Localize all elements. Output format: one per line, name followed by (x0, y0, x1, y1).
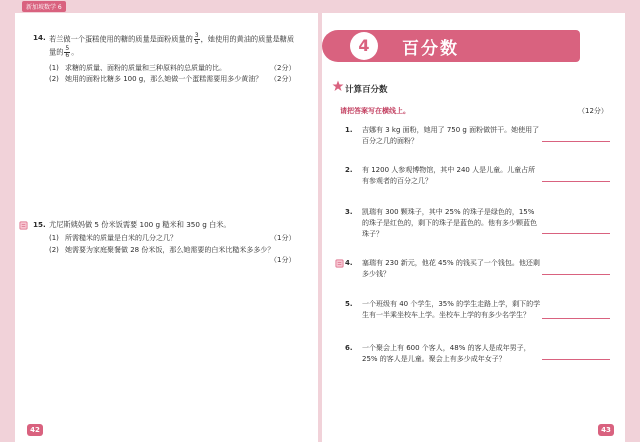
sub-question-2: (2) 她用的面粉比糖多 100 g，那么她做一个蛋糕需要用多少黄油？ (49, 75, 263, 83)
question-text: 尤尼斯姨妈做 5 份米饭需要 100 g 糙米和 350 g 白米。 (49, 220, 231, 229)
sub-question-1: (1) 求糖的质量、面粉的质量和三种原料的总质量的比。 (49, 64, 226, 72)
question-text: 若兰做一个蛋糕使用的糖的质量是面粉质量的 $\frac{3}{5}$ ，她使用的黄油的质量是糖质 量的 $\frac{5}{6}$ 。 (49, 32, 295, 59)
answer-line-1[interactable] (542, 141, 610, 142)
sub-question-1: (1) 所需糙米的质量是白米的几分之几？ (49, 234, 177, 242)
answer-line-3[interactable] (542, 233, 610, 234)
chapter-number: 4 (350, 32, 378, 60)
answer-line-5[interactable] (542, 318, 610, 319)
pencil-tag-icon (335, 259, 344, 268)
points-label: （2分） (270, 64, 296, 72)
points-label: （2分） (270, 75, 296, 83)
pencil-tag-icon (19, 221, 28, 230)
chapter-title: 百分数 (402, 39, 459, 59)
question-14 (33, 32, 303, 59)
question-number: 15. (33, 220, 46, 229)
question-15 (33, 220, 303, 232)
star-icon (332, 80, 344, 92)
points-label: （12分） (578, 107, 608, 115)
sub-question-2: (2) 她需要为家庭聚餐做 28 份米饭，那么她需要的白米比糙米多多少？ (49, 246, 275, 254)
points-label: （1分） (270, 234, 296, 242)
book-title: 新加坡数学 6 (22, 1, 66, 12)
instruction-text: 请把答案写在横线上。 (340, 107, 410, 115)
page-number-left: 42 (27, 424, 43, 436)
answer-line-4[interactable] (542, 274, 610, 275)
answer-line-2[interactable] (542, 181, 610, 182)
section-title: 计算百分数 (345, 85, 388, 95)
fraction: $\frac{3}{5}$ (194, 32, 199, 46)
points-label: （1分） (270, 256, 296, 264)
fraction: $\frac{5}{6}$ (65, 45, 70, 59)
answer-line-6[interactable] (542, 359, 610, 360)
question-number: 14. (33, 33, 46, 42)
page-number-right: 43 (598, 424, 614, 436)
